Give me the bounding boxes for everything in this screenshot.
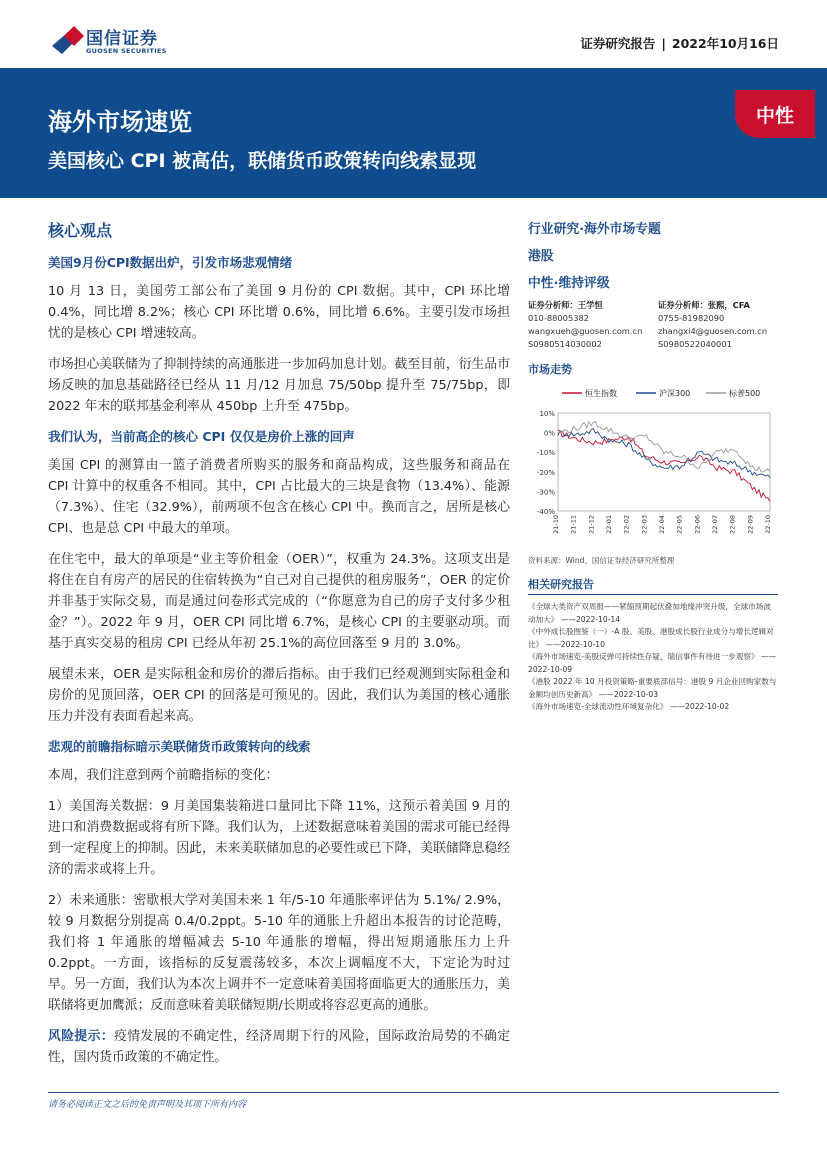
report-title: 海外市场速览 xyxy=(48,108,192,136)
brand-name: 国信证券 xyxy=(86,29,158,49)
section-heading: 悲观的前瞻指标暗示美联储货币政策转向的线索 xyxy=(48,739,311,754)
report-meta xyxy=(580,34,779,52)
analyst-phone: 0755-81982090 xyxy=(658,313,725,323)
market-trend-title: 市场走势 xyxy=(528,363,572,376)
risk-text: 疫情发展的不确定性，经济周期下行的风险，国际政治局势的不确定性，国内货币政策的不确定性。 xyxy=(48,1029,511,1065)
chart-source: 资料来源：Wind、国信证券经济研究所整理 xyxy=(528,556,675,565)
related-report-item[interactable]: 《中外成长股图鉴（一）-A 股、美股、港股成长股行业成分与增长逻辑对比》 ——2022-10-10 xyxy=(528,627,774,649)
trend-chart-svg xyxy=(528,381,778,553)
x-tick-label: 22-01 xyxy=(605,515,613,534)
paragraph: 本周，我们注意到两个前瞻指标的变化： xyxy=(48,768,279,783)
analyst-email[interactable]: zhangxi4@guosen.com.cn xyxy=(658,326,768,336)
y-tick-label: -20% xyxy=(536,468,555,477)
legend-label: 沪深300 xyxy=(659,389,691,398)
x-tick-label: 22-06 xyxy=(693,515,702,534)
rating-line: 中性·维持评级 xyxy=(528,276,610,291)
series-line-2 xyxy=(558,422,770,472)
section-heading: 美国9月份CPI数据出炉，引发市场悲观情绪 xyxy=(48,255,293,270)
industry-label: 行业研究·海外市场专题 xyxy=(528,222,661,237)
analyst-license: S0980514030002 xyxy=(528,339,602,349)
risk-label: 风险提示： xyxy=(48,1029,115,1044)
x-tick-label: 22-10 xyxy=(764,515,772,534)
rating-badge: 中性 xyxy=(735,90,815,138)
related-report-item[interactable]: 《全球大类资产双周报——紧缩预期起伏叠加地缘冲突升级，全球市场波动加大》 ——2022-10-14 xyxy=(528,602,771,624)
paragraph: 市场担心美联储为了抑制持续的高通胀进一步加码加息计划。截至目前，衍生品市场反映的加息基础路径已经从 11 月/12 月加息 75/50bp 提升至 75/75bp，即 2022 年末的联邦基金利率从 450bp 上升至 475bp。 xyxy=(48,357,510,414)
related-report-item[interactable]: 《海外市场速览-全球流动性环境复杂化》 ——2022-10-02 xyxy=(528,702,730,711)
y-tick-label: 10% xyxy=(539,410,555,418)
related-report-item[interactable]: 《海外市场速览-美股反弹可持续性存疑，瑞信事件有待进一步观察》 ——2022-10-09 xyxy=(528,652,777,674)
y-tick-label: -30% xyxy=(536,488,555,497)
analyst-name: 证券分析师：张熙，CFA xyxy=(658,300,750,310)
y-tick-label: 0% xyxy=(543,429,555,438)
sidebar xyxy=(528,218,778,714)
x-tick-label: 22-03 xyxy=(640,515,649,534)
analyst-email[interactable]: wangxueh@guosen.com.cn xyxy=(528,326,643,336)
analyst-name: 证券分析师：王学恒 xyxy=(528,300,603,310)
legend-label: 标普500 xyxy=(729,389,761,398)
analyst-phone: 010-88005382 xyxy=(528,313,590,323)
report-date: 2022年10月16日 xyxy=(671,36,779,51)
report-subtitle: 美国核心 CPI 被高估，联储货币政策转向线索显现 xyxy=(48,150,477,172)
risk-paragraph xyxy=(48,1026,510,1068)
core-views-title: 核心观点 xyxy=(48,221,113,240)
x-tick-label: 21-11 xyxy=(569,515,578,534)
related-report-item[interactable]: 《港股 2022 年 10 月投资策略-重要底部信号：港股 9 月企业回购家数与金额均创历史新高》 ——2022-10-03 xyxy=(528,677,777,699)
analyst-license: S0980522040001 xyxy=(658,339,732,349)
meta-divider: | xyxy=(661,36,666,51)
x-tick-label: 22-02 xyxy=(622,515,631,534)
x-tick-label: 22-07 xyxy=(711,515,719,534)
x-tick-label: 22-04 xyxy=(658,515,666,534)
paragraph: 展望未来，OER 是实际租金和房价的滞后指标。由于我们已经观测到实际租金和房价的见顶回落，OER CPI 的回落是可预见的。因此，我们认为美国的核心通胀压力并没有表面看起来高。 xyxy=(48,667,510,724)
footer-divider xyxy=(48,1092,779,1093)
analyst-card xyxy=(528,299,648,351)
section-heading: 我们认为，当前高企的核心 CPI 仅仅是房价上涨的回声 xyxy=(48,429,355,444)
market-trend-chart xyxy=(528,381,778,553)
x-tick-label: 22-08 xyxy=(728,515,737,534)
y-tick-label: -40% xyxy=(536,508,555,516)
top-header xyxy=(0,0,827,68)
x-tick-label: 22-09 xyxy=(746,515,755,534)
paragraph: 1）美国海关数据：9 月美国集装箱进口量同比下降 11%，这预示着美国 9 月的进口和消费数据或将有所下降。我们认为，上述数据意味着美国的需求可能已经得到一定程度上的抑制。因此，未来美联储加息的必要性或已下降，美联储降息稳经济的需求或将上升。 xyxy=(48,799,510,877)
market-label: 港股 xyxy=(528,249,554,264)
main-content xyxy=(48,218,510,1078)
related-reports-list xyxy=(528,601,778,714)
x-tick-label: 21-10 xyxy=(552,515,560,534)
footer-disclaimer: 请务必阅读正文之后的免责声明及其项下所有内容 xyxy=(48,1100,247,1110)
x-tick-label: 22-05 xyxy=(675,515,684,534)
chart-plot-frame xyxy=(558,413,770,511)
paragraph: 美国 CPI 的测算由一篮子消费者所购买的服务和商品构成，这些服务和商品在 CPI 计算中的权重各不相同。其中，CPI 占比最大的三块是食物（13.4%）、能源（7.3%）、住宅（32.9%），前两项不包含在核心 CPI 中。换而言之，居所是核心 CPI、也是总 CPI 中最大的单项。 xyxy=(48,458,510,536)
brand-name-en: GUOSEN SECURITIES xyxy=(86,47,167,55)
x-tick-label: 21-12 xyxy=(587,515,596,534)
title-banner xyxy=(0,68,827,198)
report-type: 证券研究报告 xyxy=(580,36,656,51)
analyst-card xyxy=(658,299,778,351)
y-tick-label: -10% xyxy=(536,449,555,458)
analyst-block xyxy=(528,299,778,351)
paragraph: 10 月 13 日，美国劳工部公布了美国 9 月份的 CPI 数据。其中，CPI 环比增 0.4%，同比增 8.2%；核心 CPI 环比增 0.6%，同比增 6.6%。主要引发市场担忧的是核心 CPI 增速较高。 xyxy=(48,284,510,341)
legend-label: 恒生指数 xyxy=(585,389,617,398)
paragraph: 在住宅中，最大的单项是“业主等价租金（OER）”，权重为 24.3%。这项支出是将住在自有房产的居民的住宿转换为“自己对自己提供的租房服务”，OER 的定价并非基于实际交易，而是通过问卷形式完成的（“你愿意为自己的房子支付多少租金？”）。2022 年 9 月，OER CPI 同比增 6.7%，是核心 CPI 的主要驱动项。而基于真实交易的租房 CPI 已经从年初 25.1%的高位回落至 9 月的 3.0%。 xyxy=(48,552,510,651)
related-reports-title: 相关研究报告 xyxy=(528,576,778,595)
paragraph: 2）未来通胀：密歇根大学对美国未来 1 年/5-10 年通胀率评估为 5.1%/ 2.9%，较 9 月数据分别提高 0.4/0.2ppt。5-10 年的通胀上升超出本报告的讨论范畴，我们将 1 年通胀的增幅减去 5-10 年通胀的增幅，得出短期通胀压力上升 0.2ppt。一方面，该指标的反复震荡较多，本次上调幅度不大，下定论为时过早。另一方面，我们认为本次上调并不一定意味着美国将面临更大的通胀压力，美联储将更加鹰派；反而意味着美联储短期/长期或将容忍更高的通胀。 xyxy=(48,893,510,1013)
